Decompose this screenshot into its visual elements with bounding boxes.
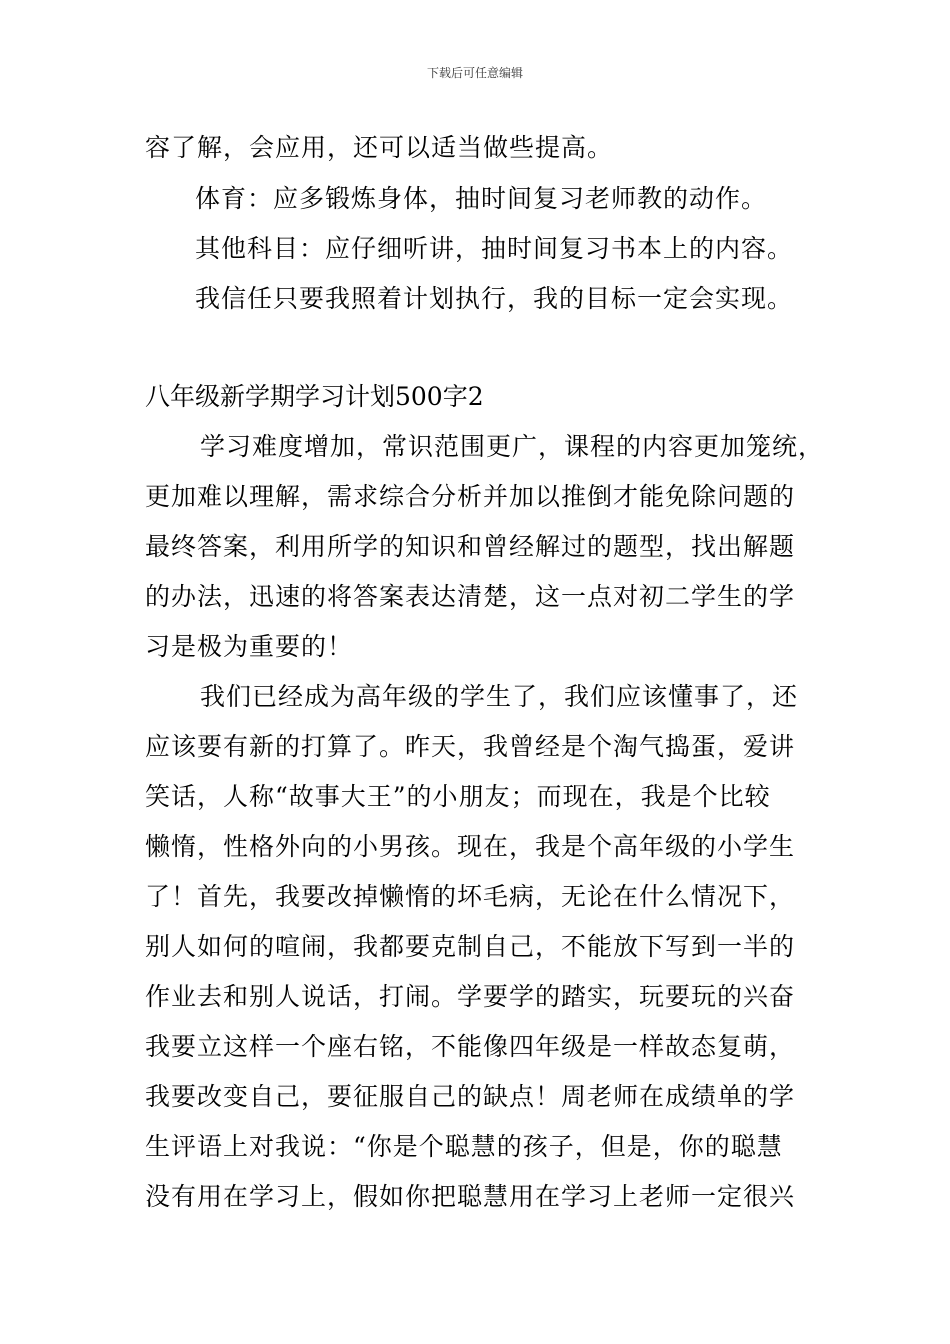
text-line: 体育：应多锻炼身体，抽时间复习老师教的动作。 bbox=[195, 184, 768, 213]
text-line: 懒惰，性格外向的小男孩。现在，我是个高年级的小学生 bbox=[145, 832, 796, 861]
text-line: 容了解，会应用，还可以适当做些提高。 bbox=[145, 133, 614, 162]
text-line: 学习难度增加，常识范围更广，课程的内容更加笼统， bbox=[200, 432, 825, 461]
text-line: 了！首先，我要改掉懒惰的坏毛病，无论在什么情况下， bbox=[145, 882, 796, 911]
text-line: 别人如何的喧闹，我都要克制自己，不能放下写到一半的 bbox=[145, 932, 796, 961]
text-line: 更加难以理解，需求综合分析并加以推倒才能免除问题的 bbox=[145, 482, 796, 511]
text-line: 应该要有新的打算了。昨天，我曾经是个淘气捣蛋，爱讲 bbox=[145, 732, 796, 761]
text-line: 笑话，人称“故事大王”的小朋友；而现在，我是个比较 bbox=[145, 782, 771, 811]
text-line: 我要立这样一个座右铭，不能像四年级是一样故态复萌， bbox=[145, 1032, 796, 1061]
text-line: 没有用在学习上，假如你把聪慧用在学习上老师一定很兴 bbox=[145, 1182, 796, 1211]
text-line: 其他科目：应仔细听讲，抽时间复习书本上的内容。 bbox=[195, 234, 794, 263]
page-header-note: 下载后可任意编辑 bbox=[426, 66, 523, 80]
text-line: 生评语上对我说：“你是个聪慧的孩子，但是，你的聪慧 bbox=[145, 1132, 783, 1161]
text-line: 的办法，迅速的将答案表达清楚，这一点对初二学生的学 bbox=[145, 582, 796, 611]
text-line: 我信任只要我照着计划执行，我的目标一定会实现。 bbox=[195, 284, 794, 313]
text-line: 作业去和别人说话，打闹。学要学的踏实，玩要玩的兴奋 bbox=[145, 982, 796, 1011]
text-line: 最终答案，利用所学的知识和曾经解过的题型，找出解题 bbox=[145, 532, 796, 561]
text-line: 我们已经成为高年级的学生了，我们应该懂事了，还 bbox=[200, 682, 799, 711]
text-line: 我要改变自己，要征服自己的缺点！周老师在成绩单的学 bbox=[145, 1082, 796, 1111]
section-heading: 八年级新学期学习计划500字2 bbox=[145, 382, 484, 411]
text-line: 习是极为重要的！ bbox=[145, 632, 354, 661]
